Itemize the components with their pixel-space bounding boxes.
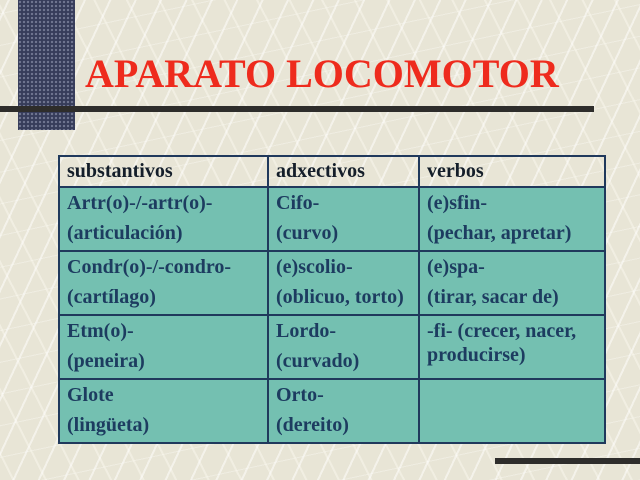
- table-cell: [59, 187, 268, 251]
- table-cell: [419, 251, 605, 315]
- table-cell: [59, 251, 268, 315]
- table-row: [59, 251, 605, 315]
- cell-gloss: (articulación): [67, 222, 183, 244]
- table-cell: [268, 187, 419, 251]
- table-cell: [59, 379, 268, 443]
- cell-term: Glote: [67, 384, 114, 406]
- cell-term: Cifo-: [276, 192, 320, 214]
- cell-gloss: (peneira): [67, 350, 145, 372]
- cell-term: Condr(o)-/-condro-: [67, 256, 232, 278]
- cell-gloss: (tirar, sacar de): [427, 286, 559, 308]
- vocabulary-table: [58, 155, 606, 444]
- slide-title: APARATO LOCOMOTOR: [85, 51, 559, 96]
- cell-term: Etm(o)-: [67, 320, 134, 342]
- cell-gloss: (oblicuo, torto): [276, 286, 404, 308]
- header-substantivos: substantivos: [59, 156, 268, 187]
- table-cell: [268, 315, 419, 379]
- cell-term: Lordo-: [276, 320, 336, 342]
- bottom-accent-bar: [495, 458, 640, 464]
- cell-gloss: (curvado): [276, 350, 360, 372]
- cell-term: -fi- (crecer, nacer,: [427, 320, 577, 342]
- header-verbos: verbos: [419, 156, 605, 187]
- table-cell: [419, 187, 605, 251]
- table-cell: [419, 379, 605, 443]
- table-header-row: [59, 156, 605, 187]
- table-cell: [419, 315, 605, 379]
- cell-gloss: (lingüeta): [67, 414, 150, 436]
- table-cell: [268, 379, 419, 443]
- cell-gloss: (curvo): [276, 222, 339, 244]
- table-row: [59, 315, 605, 379]
- cell-term: Artr(o)-/-artr(o)-: [67, 192, 213, 214]
- cell-gloss: (pechar, apretar): [427, 222, 572, 244]
- title-underline-bar: [0, 106, 594, 112]
- table-row: [59, 187, 605, 251]
- cell-gloss: producirse): [427, 344, 526, 366]
- table-cell: [268, 251, 419, 315]
- table-row: [59, 379, 605, 443]
- header-adxectivos: adxectivos: [268, 156, 419, 187]
- cell-term: (e)scolio-: [276, 256, 353, 278]
- cell-term: (e)sfin-: [427, 192, 487, 214]
- cell-term: (e)spa-: [427, 256, 485, 278]
- cell-gloss: (cartílago): [67, 286, 156, 308]
- cell-term: Orto-: [276, 384, 324, 406]
- table-cell: [59, 315, 268, 379]
- cell-gloss: (dereito): [276, 414, 349, 436]
